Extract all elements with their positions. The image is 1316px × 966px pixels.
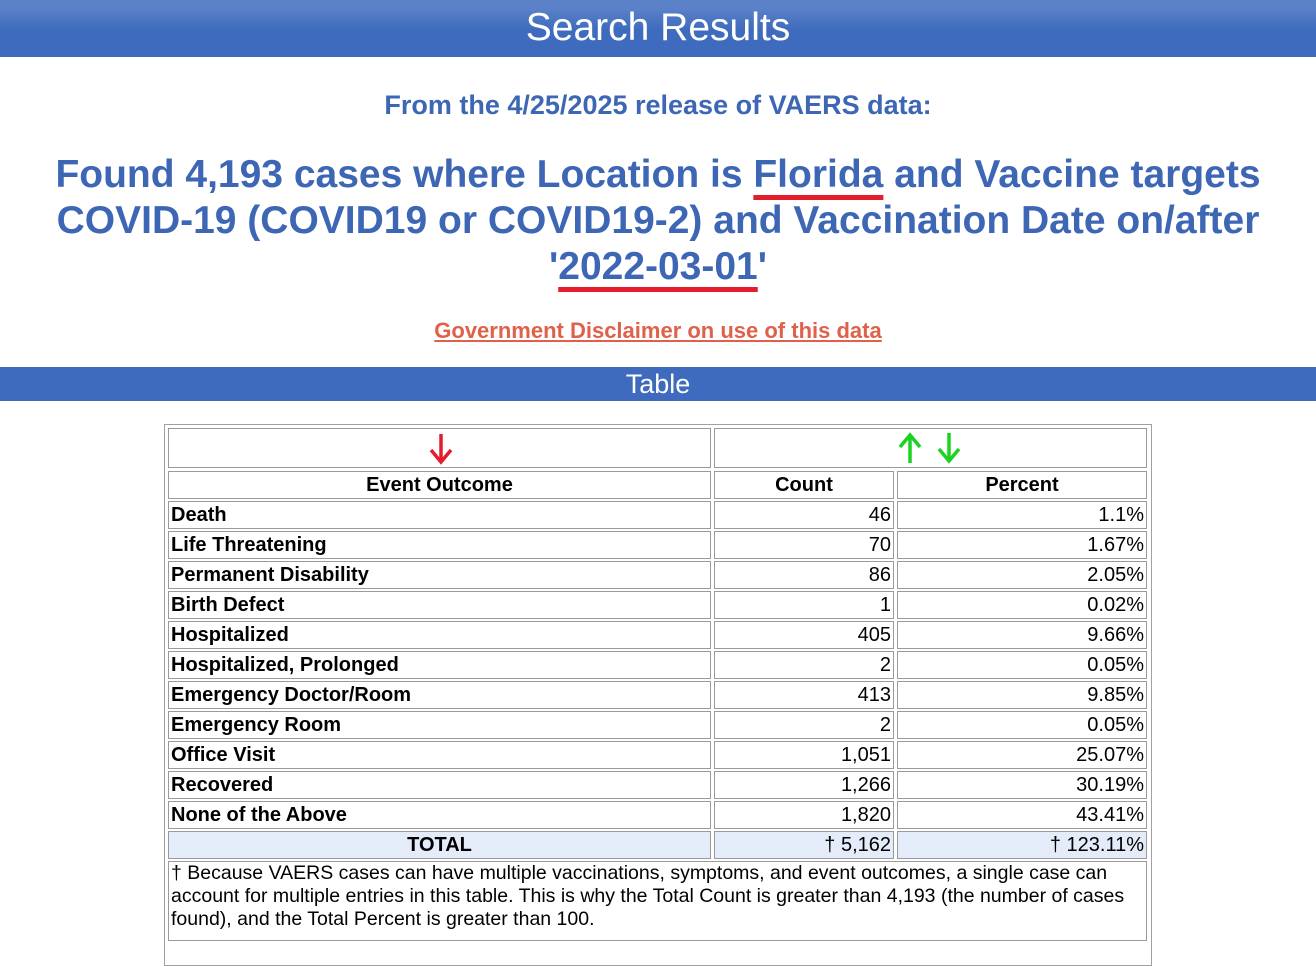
results-summary-prefix: Found 4,193 cases where Location is (55, 153, 754, 196)
sort-down-arrow-icon[interactable] (428, 432, 454, 466)
outcome-cell: Birth Defect (168, 591, 711, 619)
count-cell: 1 (714, 591, 894, 619)
column-header-event-outcome[interactable]: Event Outcome (168, 471, 711, 499)
results-summary-suffix: ' (757, 245, 768, 288)
results-table (164, 424, 1152, 966)
percent-cell: 0.05% (897, 711, 1147, 739)
outcome-cell: Permanent Disability (168, 561, 711, 589)
outcome-cell: Emergency Doctor/Room (168, 681, 711, 709)
sort-cell-count-percent (714, 428, 1147, 468)
outcome-cell: Life Threatening (168, 531, 711, 559)
count-cell: 86 (714, 561, 894, 589)
count-cell: 1,266 (714, 771, 894, 799)
sort-up-arrow-icon[interactable] (897, 431, 923, 465)
results-summary-middle: and Vaccine targets COVID-19 (COVID19 or COVID19-2) and Vaccination Date on/after ' (56, 153, 1261, 288)
total-label: TOTAL (168, 831, 711, 859)
count-cell: 46 (714, 501, 894, 529)
table-section-banner (0, 367, 1316, 401)
column-header-count[interactable]: Count (714, 471, 894, 499)
disclaimer-link[interactable]: Government Disclaimer on use of this data (434, 318, 882, 343)
percent-cell: 2.05% (897, 561, 1147, 589)
count-cell: 413 (714, 681, 894, 709)
count-cell: 1,820 (714, 801, 894, 829)
percent-cell: 25.07% (897, 741, 1147, 769)
page-title: Search Results (525, 6, 791, 49)
count-cell: 1,051 (714, 741, 894, 769)
date-value: 2022-03-01 (558, 245, 758, 288)
percent-cell: 43.41% (897, 801, 1147, 829)
sort-down-arrow-icon[interactable] (936, 431, 962, 465)
outcome-cell: Office Visit (168, 741, 711, 769)
location-value: Florida (753, 153, 884, 196)
outcome-cell: Hospitalized, Prolonged (168, 651, 711, 679)
sort-cell-event-outcome (168, 428, 711, 468)
percent-cell: 1.67% (897, 531, 1147, 559)
count-cell: 2 (714, 711, 894, 739)
section-title: Table (625, 369, 691, 399)
results-summary (20, 152, 1296, 290)
total-count: † 5,162 (714, 831, 894, 859)
count-cell: 70 (714, 531, 894, 559)
header-banner (0, 0, 1316, 57)
percent-cell: 1.1% (897, 501, 1147, 529)
table-footnote: † Because VAERS cases can have multiple vaccinations, symptoms, and event outcomes, a single case can account for multiple entries in this table. This is why the Total Count is greater than 4,193 (the number of cases found), and the Total Percent is greater than 100. (168, 861, 1147, 941)
release-line: From the 4/25/2025 release of VAERS data: (384, 90, 932, 120)
outcome-cell: Hospitalized (168, 621, 711, 649)
column-header-percent[interactable]: Percent (897, 471, 1147, 499)
percent-cell: 9.66% (897, 621, 1147, 649)
outcome-cell: None of the Above (168, 801, 711, 829)
outcome-cell: Recovered (168, 771, 711, 799)
total-percent: † 123.11% (897, 831, 1147, 859)
disclaimer-container (0, 317, 1316, 348)
count-cell: 2 (714, 651, 894, 679)
percent-cell: 0.02% (897, 591, 1147, 619)
percent-cell: 9.85% (897, 681, 1147, 709)
outcome-cell: Emergency Room (168, 711, 711, 739)
outcome-cell: Death (168, 501, 711, 529)
percent-cell: 30.19% (897, 771, 1147, 799)
count-cell: 405 (714, 621, 894, 649)
percent-cell: 0.05% (897, 651, 1147, 679)
